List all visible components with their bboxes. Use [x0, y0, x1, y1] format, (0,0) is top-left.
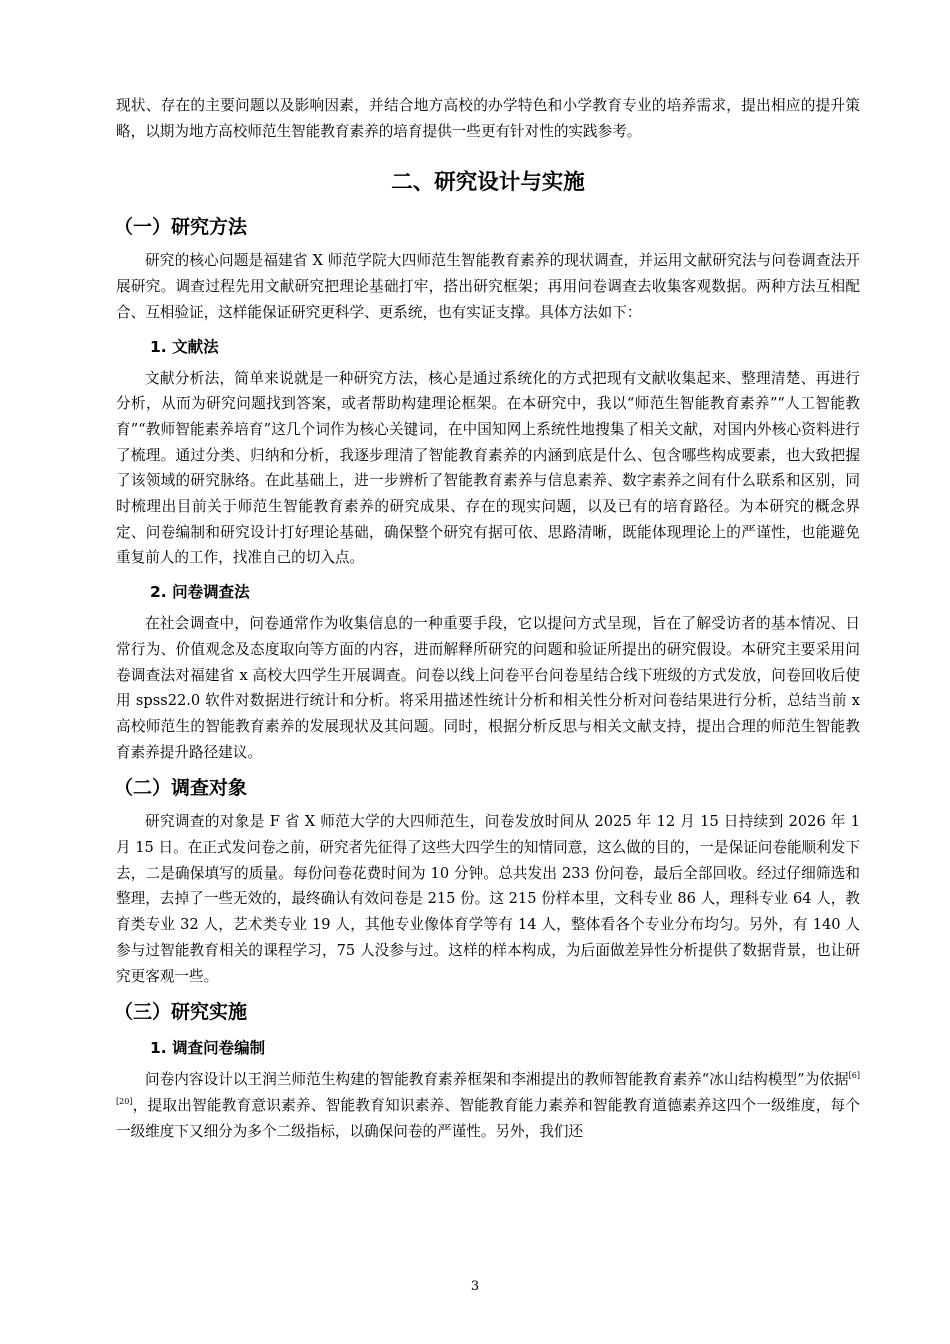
method-heading-literature: 1. 文献法 [150, 337, 219, 356]
page-content [116, 93, 860, 1144]
subsection-heading-research-implementation: （三）研究实施 [114, 1001, 248, 1024]
questionnaire-design-text-end: ，提取出智能教育意识素养、智能教育知识素养、智能教育能力素养和智能教育道德素养这四个一级维度，每个一级维度下又细分为多个二级指标，以确保问卷的严谨性。另外，我们还 [116, 1096, 860, 1140]
subsection-heading-research-methods: （一）研究方法 [114, 216, 248, 239]
page-number: 3 [470, 1279, 480, 1294]
literature-method-paragraph: 文献分析法，简单来说就是一种研究方法，核心是通过系统化的方式把现有文献收集起来、整理清楚、再进行分析，从而为研究问题找到答案，或者帮助构建理论框架。在本研究中，我以“师范生智能教育素养”“人工智能教育”“教师智能素养培育”这几个词作为核心关键词，在中国知网上系统性地搜集了相关文献，对国内外核心资料进行了梳理。通过分类、归纳和分析，我逐步理清了智能教育素养的内涵到底是什么、包含哪些构成要素，也大致把握了该领域的研究脉络。在此基础上，进一步辨析了智能教育素养与信息素养、数字素养之间有什么联系和区别，同时梳理出目前关于师范生智能教育素养的研究成果、存在的现实问题，以及已有的培育路径。为本研究的概念界定、问卷编制和研究设计打好理论基础，确保整个研究有据可依、思路清晰，既能体现理论上的严谨性，也能避免重复前人的工作，找准自己的切入点。 [116, 369, 860, 567]
questionnaire-method-paragraph: 在社会调查中，问卷通常作为收集信息的一种重要手段，它以提问方式呈现，旨在了解受访者的基本情况、日常行为、价值观念及态度取向等方面的内容，进而解释所研究的问题和验证所提出的研究假设。本研究主要采用问卷调查法对福建省 x 高校大四学生开展调查。问卷以线上问卷平台问卷星结合线下班级的方式发放，问卷回收后使用 spss22.0 软件对数据进行统计和分析。将采用描述性统计分析和相关性分析对问卷结果进行分析，总结当前 x 高校师范生的智能教育素养的发展现状及其问题。同时，根据分析反思与相关文献支持，提出合理的师范生智能教育素养提升路径建议。 [116, 615, 860, 761]
questionnaire-design-paragraph [116, 1067, 860, 1144]
citation-reference[interactable]: [6][20] [116, 1071, 860, 1106]
survey-subjects-paragraph: 研究调查的对象是 F 省 X 师范大学的大四师范生，问卷发放时间从 2025 年 12 月 15 日持续到 2026 年 1 月 15 日。在正式发问卷之前，研究者先征得了这些大四学生的知情同意，这么做的目的，一是保证问卷能顺利发下去，二是确保填写的质量。每份问卷花费时间为 10 分钟。总共发出 233 份问卷，最后全部回收。经过仔细筛选和整理，去掉了一些无效的，最终确认有效问卷是 215 份。这 215 份样本里，文科专业 86 人，理科专业 64 人，教育类专业 32 人，艺术类专业 19 人，其他专业像体育学等有 14 人，整体看各个专业分布均匀。另外，有 140 人参与过智能教育相关的课程学习，75 人没参与过。这样的样本构成，为后面做差异性分析提供了数据背景，也让研究更客观一些。 [116, 813, 860, 985]
method-heading-questionnaire: 2. 问卷调查法 [150, 583, 250, 602]
section-heading-research-design: 二、研究设计与实施 [391, 170, 585, 196]
questionnaire-design-text-start: 问卷内容设计以王润兰师范生构建的智能教育素养框架和李湘提出的教师智能教育素养“冰山结构模型”为依据 [145, 1071, 849, 1089]
research-methods-paragraph: 研究的核心问题是福建省 X 师范学院大四师范生智能教育素养的现状调查，并运用文献研究法与问卷调查法开展研究。调查过程先用文献研究把理论基础打牢，搭出研究框架；再用问卷调查去收集客观数据。两种方法互相配合、互相验证，这样能保证研究更科学、更系统，也有实证支撑。具体方法如下： [116, 252, 860, 321]
subsection-heading-survey-subjects: （二）调查对象 [114, 777, 248, 800]
step-heading-questionnaire-design: 1. 调查问卷编制 [150, 1039, 266, 1058]
intro-paragraph: 现状、存在的主要问题以及影响因素，并结合地方高校的办学特色和小学教育专业的培养需求，提出相应的提升策略，以期为地方高校师范生智能教育素养的培育提供一些更有针对性的实践参考。 [116, 97, 860, 140]
